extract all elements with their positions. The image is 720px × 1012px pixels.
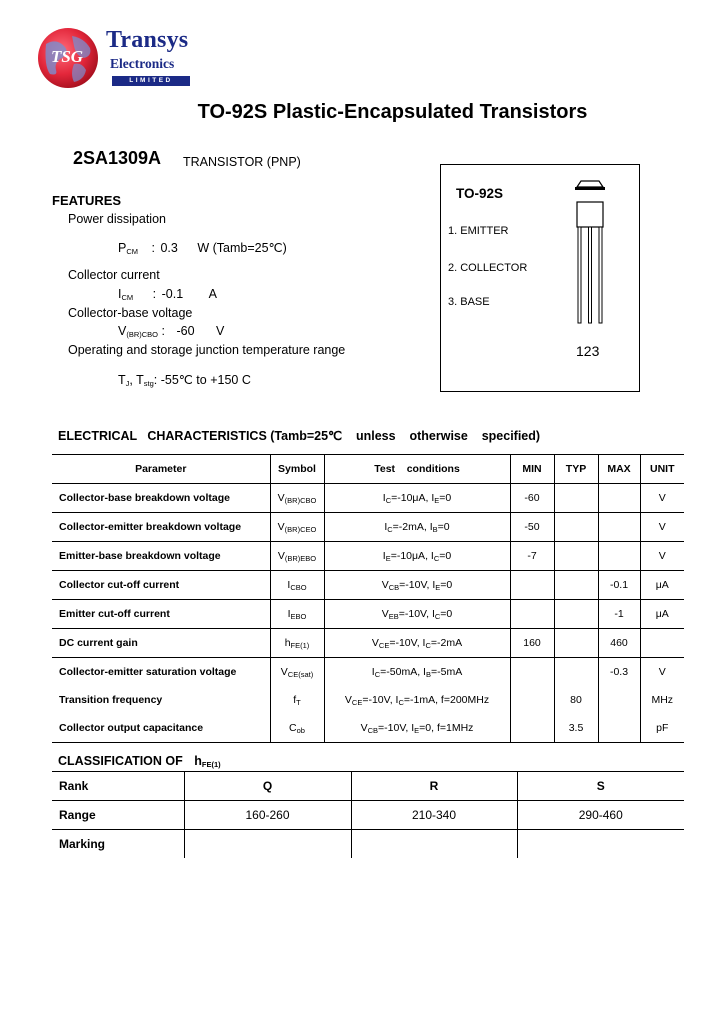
min-cell: -50 [510,513,554,542]
min-cell: -7 [510,542,554,571]
unit-cell: μA [640,600,684,629]
max-cell: -0.3 [598,658,640,687]
typ-cell [554,513,598,542]
unit-cell: V [640,542,684,571]
icm-line: $I_{CM}$ : -0.1 A [118,287,217,302]
max-cell [598,484,640,513]
classification-cell: 160-260 [184,801,351,830]
max-cell [598,686,640,714]
table-row [52,658,684,687]
classification-table [52,771,684,858]
param-cell: Collector-emitter breakdown voltage [52,513,270,542]
classification-cell [184,830,351,859]
power-label: Power dissipation [68,212,166,226]
table-row [52,513,684,542]
header-typ: TYP [554,455,598,484]
classification-cell: 210-340 [351,801,517,830]
condition-cell: $I_C=-2mA$, $I_B=0$ [324,513,510,542]
unit-cell: V [640,658,684,687]
brand-subtitle: Electronics [110,56,175,71]
param-cell: Emitter-base breakdown voltage [52,542,270,571]
unit-cell: MHz [640,686,684,714]
typ-cell [554,600,598,629]
condition-cell: $I_E=-10\mu A$, $I_C=0$ [324,542,510,571]
max-cell: 460 [598,629,640,658]
pin-3-label: 3. BASE [448,296,490,308]
unit-cell: μA [640,571,684,600]
pin-1-label: 1. EMITTER [448,225,509,237]
min-cell [510,600,554,629]
typ-cell [554,484,598,513]
globe-logo-icon [34,26,104,90]
pin-order: 123 [576,343,600,359]
max-cell: -0.1 [598,571,640,600]
param-cell: Collector cut-off current [52,571,270,600]
table-row [52,542,684,571]
table-row [52,571,684,600]
condition-cell: $V_{CE}=-10V$, $I_C=-1mA$, f=200MHz [324,686,510,714]
package-name: TO-92S [456,186,504,201]
symbol-cell: $C_{ob}$ [270,714,324,743]
part-number: 2SA1309A [73,148,162,168]
classification-cell: Q [184,772,351,801]
unit-cell: pF [640,714,684,743]
brand-limited: LIMITED [112,76,190,86]
transistor-package-icon [570,178,610,328]
electrical-table [52,454,684,743]
current-label: Collector current [68,268,160,282]
symbol-cell: $V_{(BR)CEO}$ [270,513,324,542]
typ-cell [554,571,598,600]
voltage-label: Collector-base voltage [68,306,193,320]
param-cell: Transition frequency [59,694,163,706]
classification-cell [351,830,517,859]
symbol-cell: $V_{(BR)EBO}$ [270,542,324,571]
unit-cell: V [640,513,684,542]
header-symbol: Symbol [270,455,324,484]
condition-cell: $I_C=-50mA$, $I_B=-5mA$ [324,658,510,687]
typ-cell: 3.5 [554,714,598,743]
electrical-title: ELECTRICAL CHARACTERISTICS (Tamb=25℃ unless otherwise specified) [58,429,541,443]
classification-cell: S [517,772,684,801]
features-heading: FEATURES [52,193,122,208]
min-cell [510,714,554,743]
classification-row [52,801,684,830]
param-cell: Collector-base breakdown voltage [52,484,270,513]
typ-cell: 80 [554,686,598,714]
classification-cell [517,830,684,859]
header-parameter: Parameter [52,455,270,484]
min-cell [510,571,554,600]
param-cell: Emitter cut-off current [52,600,270,629]
param-cell: Collector-emitter saturation voltage [59,666,237,678]
condition-cell: $V_{CB}=-10V$, $I_E=0$, f=1MHz [324,714,510,743]
table-row [52,629,684,658]
temp-label: Operating and storage junction temperature range [68,343,346,357]
unit-cell [640,629,684,658]
min-cell [510,658,554,687]
classification-row [52,772,684,801]
max-cell: -1 [598,600,640,629]
condition-cell: $I_C=-10\mu A$, $I_E=0$ [324,484,510,513]
header-max: MAX [598,455,640,484]
table-row [52,686,684,714]
part-type: TRANSISTOR (PNP) [183,155,301,169]
classification-cell: R [351,772,517,801]
table-header-row [52,455,684,484]
classification-label: Range [52,801,184,830]
page-title: TO-92S Plastic-Encapsulated Transistors [197,101,588,123]
symbol-cell: $I_{CBO}$ [270,571,324,600]
temp-line: $T_J$, $T_{stg}$: -55℃ to +150 C [118,373,251,388]
table-row [52,600,684,629]
condition-cell: $V_{CB}=-10V$, $I_E=0$ [324,571,510,600]
symbol-cell: $V_{CE(sat)}$ [270,658,324,687]
max-cell [598,513,640,542]
symbol-cell: $f_T$ [270,686,324,714]
min-cell [510,686,554,714]
table-row [52,714,684,743]
classification-label: Marking [59,837,106,851]
brand-name: Transys [106,27,189,53]
param-cell: DC current gain [52,629,270,658]
pcm-line: $P_{CM}$ : 0.3 W (Tamb=25℃) [118,241,287,256]
typ-cell [554,658,598,687]
header-min: MIN [510,455,554,484]
classification-title: CLASSIFICATION OF $h_{FE(1)}$ [58,754,221,769]
typ-cell [554,629,598,658]
min-cell: -60 [510,484,554,513]
max-cell [598,542,640,571]
classification-label: Rank [52,772,184,801]
classification-cell: 290-460 [517,801,684,830]
max-cell [598,714,640,743]
symbol-cell: $V_{(BR)CBO}$ [270,484,324,513]
param-cell: Collector output capacitance [52,714,270,743]
table-row [52,484,684,513]
typ-cell [554,542,598,571]
logo-text: TSG [50,47,84,66]
condition-cell: $V_{EB}=-10V$, $I_C=0$ [324,600,510,629]
header-unit: UNIT [640,455,684,484]
classification-row [52,830,684,859]
unit-cell: V [640,484,684,513]
symbol-cell: $h_{FE(1)}$ [270,629,324,658]
pin-2-label: 2. COLLECTOR [448,262,528,274]
symbol-cell: $I_{EBO}$ [270,600,324,629]
min-cell: 160 [510,629,554,658]
condition-cell: $V_{CE}=-10V$, $I_C=-2mA$ [324,629,510,658]
header-test-conditions: Test conditions [324,455,510,484]
vcbo-line: $V_{(BR)CBO}$ : -60 V [118,324,225,339]
